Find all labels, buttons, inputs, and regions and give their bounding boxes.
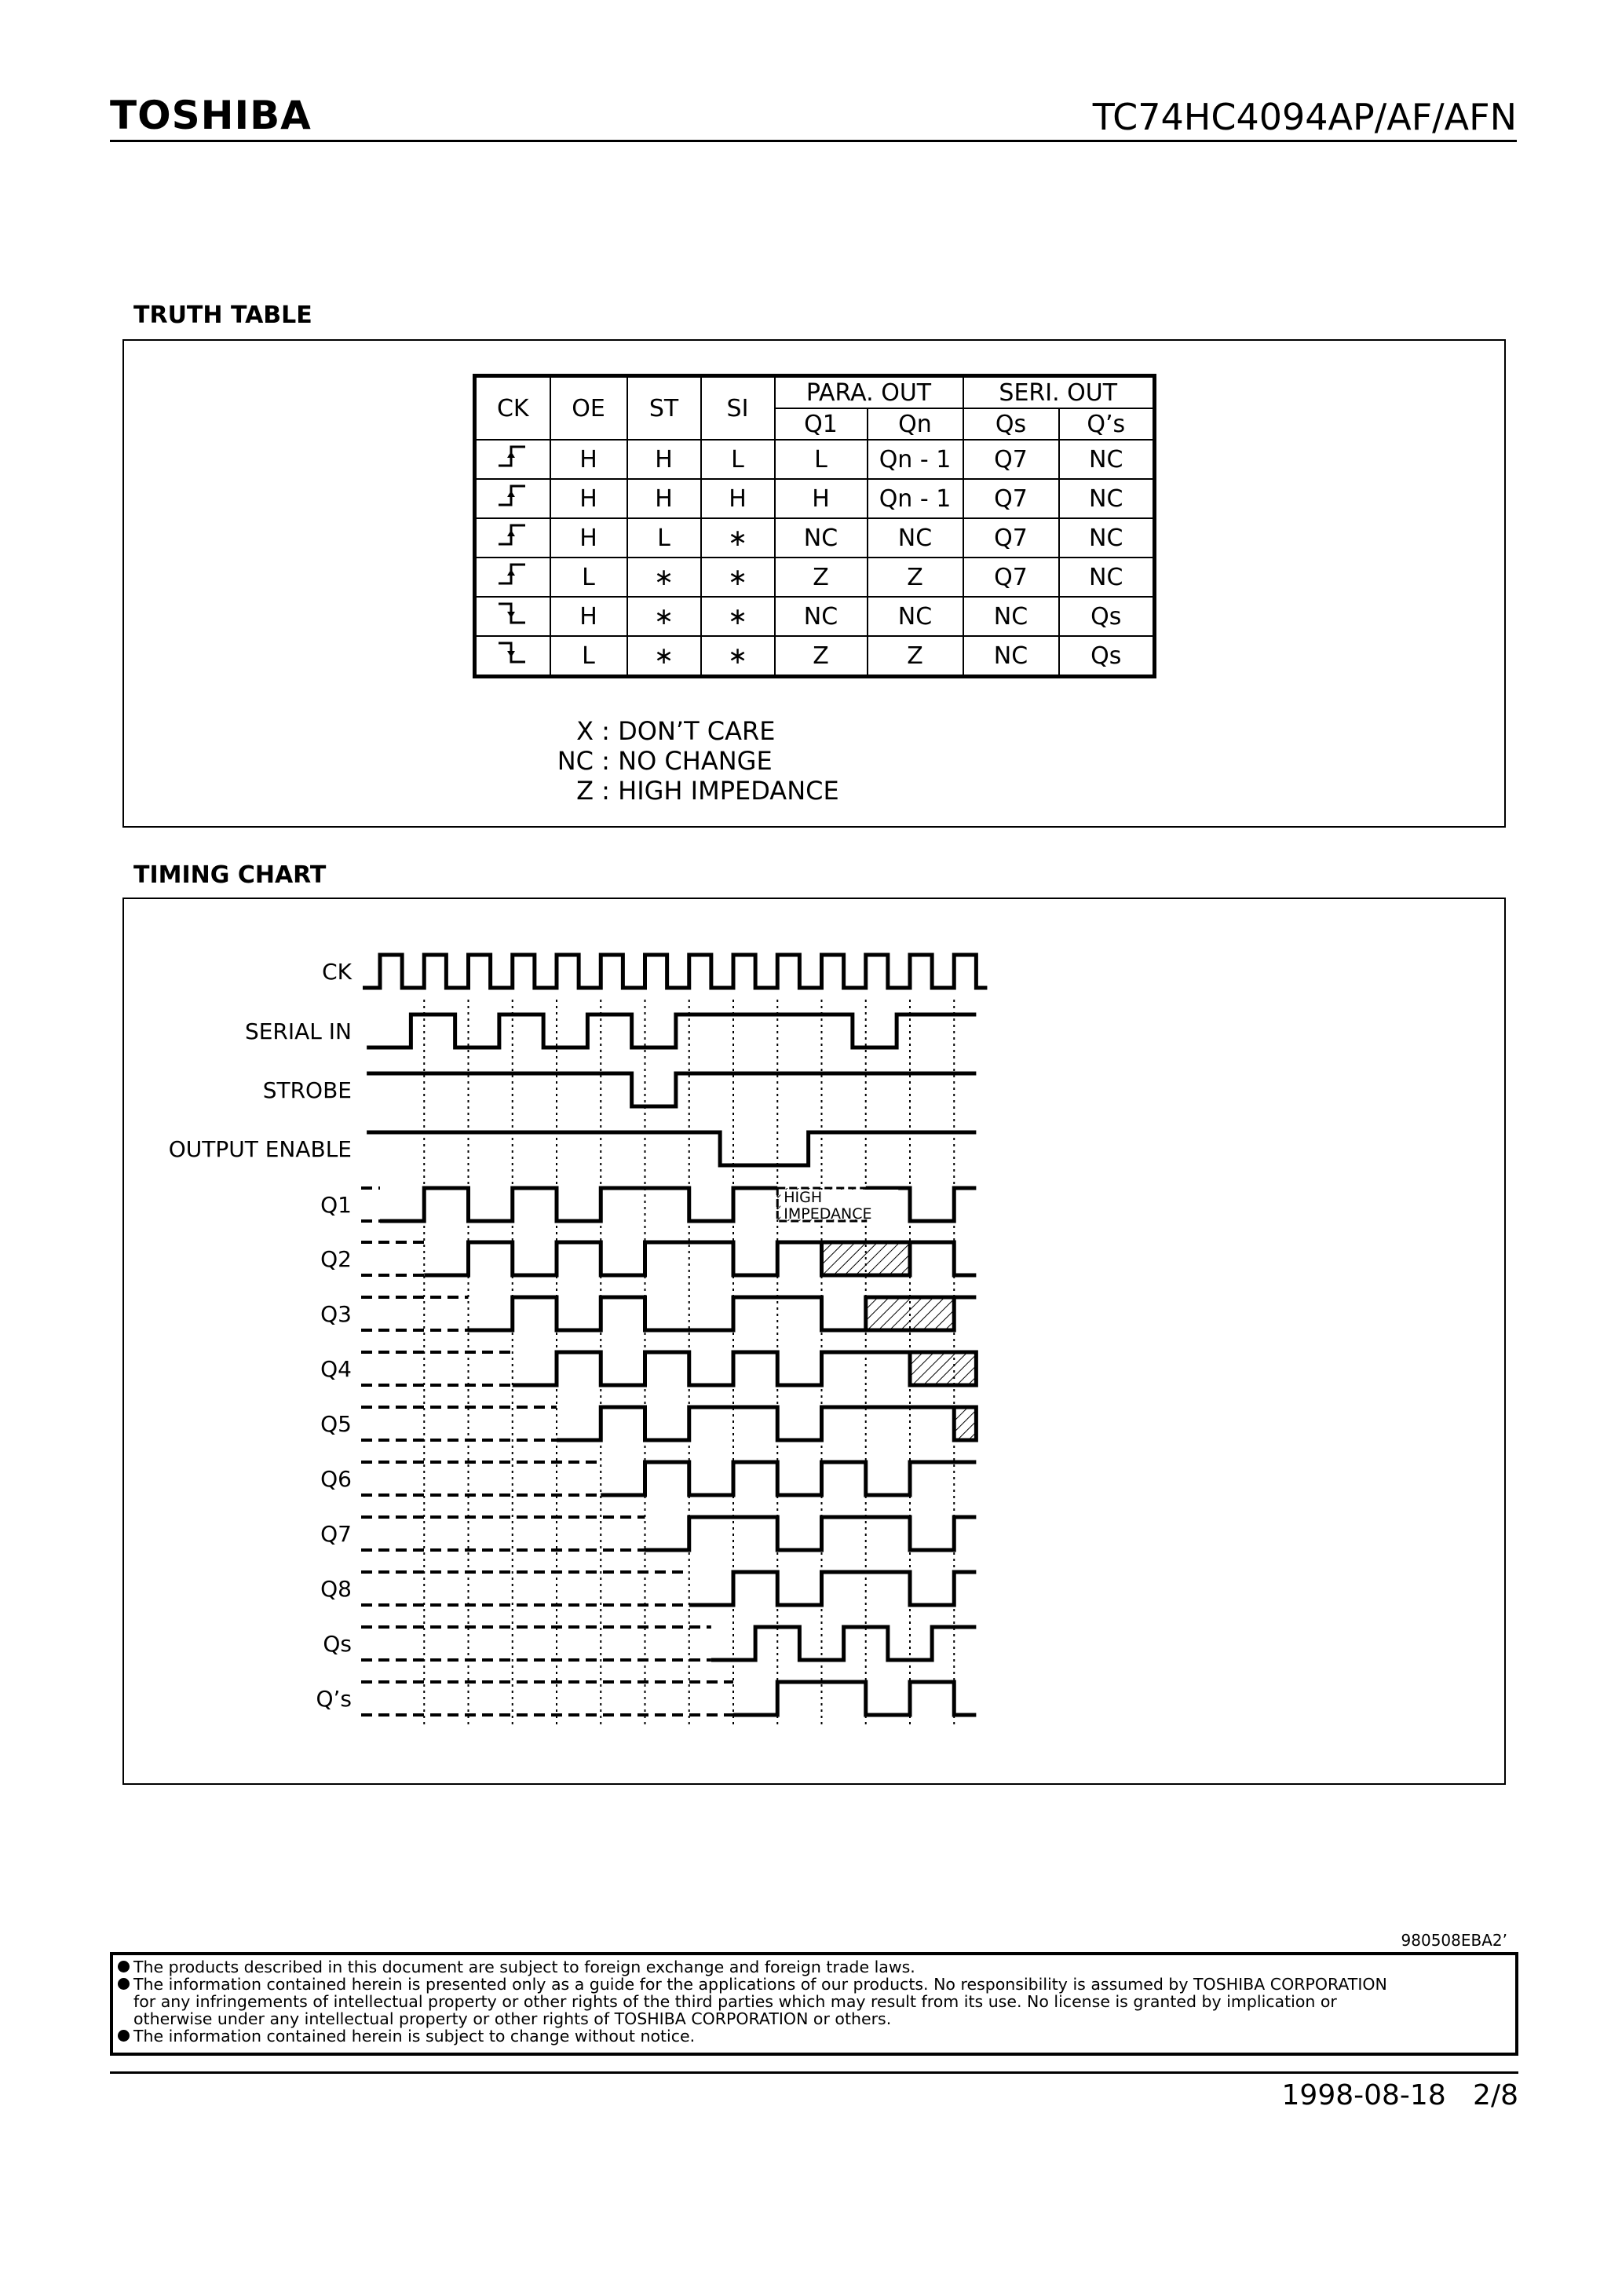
notice-line: The products described in this document are subject to foreign exchange and foreign trade laws. xyxy=(133,1958,1507,1976)
header-st: ST xyxy=(627,376,701,441)
signal-label: Q7 xyxy=(320,1521,352,1547)
legend-row: X : DON’T CARE xyxy=(576,716,776,746)
signal-label: Q’s xyxy=(316,1686,352,1712)
cell-st: H xyxy=(627,479,701,518)
brand-logo: TOSHIBA xyxy=(110,93,312,138)
cell-qn: Z xyxy=(868,558,963,597)
header-oe: OE xyxy=(550,376,627,441)
footer-rule xyxy=(110,2071,1518,2074)
part-number: TC74HC4094AP/AF/AFN xyxy=(1092,96,1517,138)
cell-oe: L xyxy=(550,558,627,597)
header-q1: Q1 xyxy=(775,408,868,440)
cell-qsp: NC xyxy=(1059,558,1155,597)
bullet-icon xyxy=(118,2030,130,2042)
cell-si: ∗ xyxy=(701,636,775,677)
truth-row xyxy=(475,440,1155,479)
date-page: 1998-08-18 2/8 xyxy=(1281,2079,1518,2111)
cell-q1: NC xyxy=(775,597,868,636)
cell-q1: Z xyxy=(775,558,868,597)
legend-row: Z : HIGH IMPEDANCE xyxy=(576,776,839,806)
cell-qs: NC xyxy=(963,636,1059,677)
q-waveform xyxy=(711,1627,977,1660)
cell-st: ∗ xyxy=(627,636,701,677)
output-enable-waveform xyxy=(367,1132,976,1165)
header-seri-out: SERI. OUT xyxy=(963,376,1155,409)
ck-waveform xyxy=(363,955,987,988)
cell-qs: Q7 xyxy=(963,558,1059,597)
q-waveform xyxy=(424,1242,821,1275)
cell-si: H xyxy=(701,479,775,518)
header-rule xyxy=(110,140,1517,142)
cell-si: ∗ xyxy=(701,597,775,636)
legend-row: NC : NO CHANGE xyxy=(557,746,773,776)
cell-q1: NC xyxy=(775,518,868,558)
q-waveform xyxy=(733,1682,976,1715)
cell-oe: L xyxy=(550,636,627,677)
cell-qsp: NC xyxy=(1059,518,1155,558)
header-ck: CK xyxy=(475,376,550,441)
header-para-out: PARA. OUT xyxy=(775,376,963,409)
bullet-icon xyxy=(118,1961,130,1972)
q-waveform xyxy=(513,1352,910,1385)
signal-label: CK xyxy=(322,959,352,985)
cell-q1: H xyxy=(775,479,868,518)
q-waveform xyxy=(601,1462,976,1495)
cell-qsp: NC xyxy=(1059,479,1155,518)
timing-chart-title: TIMING CHART xyxy=(133,861,327,889)
q-waveform xyxy=(469,1297,866,1330)
cell-qs: Q7 xyxy=(963,479,1059,518)
cell-qn: NC xyxy=(868,597,963,636)
cell-oe: H xyxy=(550,597,627,636)
header-si: SI xyxy=(701,376,775,441)
cell-q1: L xyxy=(775,440,868,479)
notice-line: otherwise under any intellectual property or other rights of TOSHIBA CORPORATION or others. xyxy=(133,2009,892,2028)
cell-qn: Qn - 1 xyxy=(868,440,963,479)
truth-table-legend xyxy=(526,716,839,806)
bullet-icon xyxy=(118,1978,130,1990)
rising-edge-icon xyxy=(475,558,550,597)
truth-row xyxy=(475,597,1155,636)
signal-label: Q3 xyxy=(320,1301,352,1327)
signal-label: Q2 xyxy=(320,1246,352,1272)
cell-qsp: Qs xyxy=(1059,636,1155,677)
signal-label: OUTPUT ENABLE xyxy=(168,1136,352,1162)
cell-qn: Qn - 1 xyxy=(868,479,963,518)
truth-row xyxy=(475,518,1155,558)
truth-row xyxy=(475,636,1155,677)
rising-edge-icon xyxy=(475,440,550,479)
falling-edge-icon xyxy=(475,597,550,636)
high-impedance-region xyxy=(910,1352,976,1385)
strobe-waveform xyxy=(367,1073,976,1106)
cell-st: ∗ xyxy=(627,558,701,597)
cell-qs: NC xyxy=(963,597,1059,636)
truth-row xyxy=(475,558,1155,597)
cell-st: ∗ xyxy=(627,597,701,636)
cell-q1: Z xyxy=(775,636,868,677)
serial-in-waveform xyxy=(367,1015,976,1047)
rising-edge-icon xyxy=(475,518,550,558)
cell-qs: Q7 xyxy=(963,518,1059,558)
cell-qn: Z xyxy=(868,636,963,677)
signal-label: Q6 xyxy=(320,1466,352,1492)
document-code: 980508EBA2’ xyxy=(1401,1931,1507,1950)
cell-qs: Q7 xyxy=(963,440,1059,479)
signal-label: Q1 xyxy=(320,1192,352,1218)
signal-label: Q4 xyxy=(320,1356,352,1382)
cell-si: L xyxy=(701,440,775,479)
truth-table-title: TRUTH TABLE xyxy=(133,302,312,329)
falling-edge-icon xyxy=(475,636,550,677)
cell-oe: H xyxy=(550,518,627,558)
high-impedance-label: IMPEDANCE xyxy=(784,1205,872,1223)
header-qs-prime: Q’s xyxy=(1059,408,1155,440)
notice-line: The information contained herein is presented only as a guide for the applications of our products. No responsibility is assumed by TOSHIBA CORPORATION xyxy=(133,1976,1507,1993)
high-impedance-region xyxy=(822,1242,911,1275)
rising-edge-icon xyxy=(475,479,550,518)
legal-notice xyxy=(110,1952,1518,2056)
high-impedance-region xyxy=(866,1297,955,1330)
truth-table xyxy=(473,374,1156,678)
cell-st: L xyxy=(627,518,701,558)
cell-oe: H xyxy=(550,479,627,518)
q-waveform xyxy=(689,1572,977,1605)
cell-si: ∗ xyxy=(701,558,775,597)
q-waveform xyxy=(910,1242,976,1275)
truth-row xyxy=(475,479,1155,518)
header-qn: Qn xyxy=(868,408,963,440)
signal-label: Q5 xyxy=(320,1411,352,1437)
cell-qsp: Qs xyxy=(1059,597,1155,636)
signal-label: STROBE xyxy=(262,1077,352,1103)
cell-si: ∗ xyxy=(701,518,775,558)
signal-label: Q8 xyxy=(320,1576,352,1602)
cell-qn: NC xyxy=(868,518,963,558)
q-waveform xyxy=(557,1407,954,1440)
notice-line: for any infringements of intellectual property or other rights of the third parties which may result from its use. No license is granted by implication or xyxy=(133,1992,1337,2011)
high-impedance-label: HIGH xyxy=(784,1189,823,1206)
header-qs: Qs xyxy=(963,408,1059,440)
notice-line: The information contained herein is subject to change without notice. xyxy=(133,2027,1507,2045)
timing-chart xyxy=(122,898,1506,1785)
cell-st: H xyxy=(627,440,701,479)
cell-qsp: NC xyxy=(1059,440,1155,479)
cell-oe: H xyxy=(550,440,627,479)
signal-label: Qs xyxy=(323,1631,352,1657)
q-waveform xyxy=(645,1517,977,1550)
signal-label: SERIAL IN xyxy=(244,1018,352,1044)
high-impedance-region xyxy=(954,1407,976,1440)
q-waveform xyxy=(380,1188,777,1221)
